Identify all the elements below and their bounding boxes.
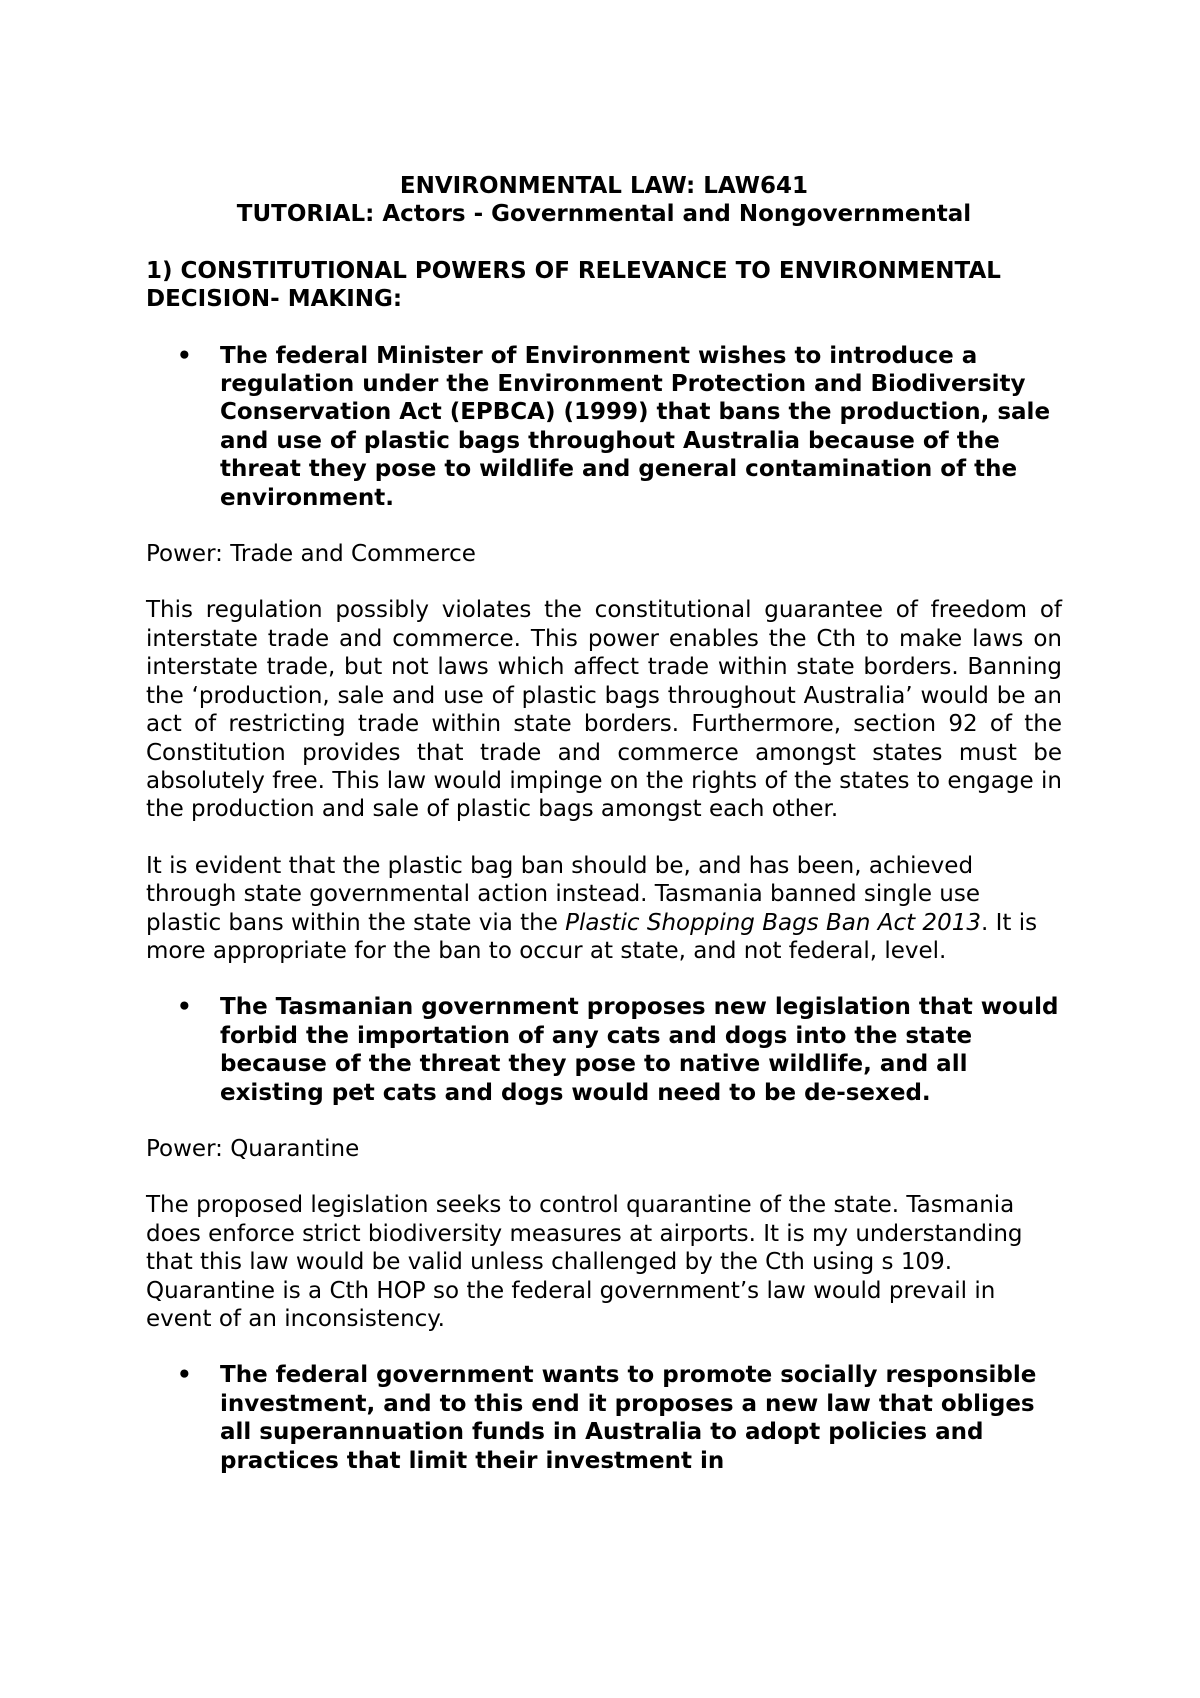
- tutorial-title: TUTORIAL: Actors - Governmental and Nongovernmental: [236, 201, 972, 228]
- bullet-icon: •: [177, 1362, 192, 1389]
- act-citation: Plastic Shopping Bags Ban Act 2013: [565, 909, 981, 936]
- power-label: Power: Quarantine: [146, 1135, 360, 1162]
- section-heading: 1) CONSTITUTIONAL POWERS OF RELEVANCE TO ENVIRONMENTAL DECISION- MAKING:: [146, 257, 1001, 313]
- scenario-text: The federal government wants to promote socially responsible investment, and to this end it proposes a new law that obliges all superannuation funds in Australia to adopt policies and practices that limit their investment in: [220, 1362, 1037, 1474]
- scenario-bullet-1: [146, 342, 1062, 512]
- power-label: Power: Trade and Commerce: [146, 541, 476, 568]
- paragraph-text: It is evident that the plastic bag ban should be, and has been, achieved through state governmental action instead. Tasmania banned single use plastic bans within the state via the: [146, 852, 981, 936]
- answer-paragraph: [146, 852, 1062, 966]
- bullet-icon: •: [177, 342, 192, 369]
- scenario-bullet-2: [146, 993, 1062, 1107]
- scenario-text: The Tasmanian government proposes new legislation that would forbid the importation of any cats and dogs into the state because of the threat they pose to native wildlife, and all existing pet cats and dogs would need to be de-sexed.: [220, 994, 1059, 1106]
- answer-paragraph: This regulation possibly violates the constitutional guarantee of freedom of interstate trade and commerce. This power enables the Cth to make laws on interstate trade, but not laws which affect trade within state borders. Banning the ‘production, sale and use of plastic bags throughout Australia’ would be an act of restricting trade within state borders. Furthermore, section 92 of the Constitution provides that trade and commerce amongst states must be absolutely free. This law would impinge on the rights of the states to engage in the production and sale of plastic bags amongst each other.: [146, 597, 1062, 823]
- document-title: [146, 172, 1062, 229]
- course-title: ENVIRONMENTAL LAW: LAW641: [399, 173, 809, 199]
- paragraph-text: . It is more appropriate for the ban to occur at state, and not federal, level.: [146, 909, 1038, 964]
- document-page: [146, 172, 1062, 1475]
- bullet-icon: •: [177, 994, 192, 1021]
- scenario-bullet-3: [146, 1361, 1062, 1475]
- scenario-text: The federal Minister of Environment wishes to introduce a regulation under the Environment Protection and Biodiversity Conservation Act (EPBCA) (1999) that bans the production, sale and use of plastic bags throughout Australia because of the threat they pose to wildlife and general contamination of the environment.: [220, 342, 1051, 511]
- answer-paragraph: The proposed legislation seeks to control quarantine of the state. Tasmania does enforce strict biodiversity measures at airports. It is my understanding that this law would be valid unless challenged by the Cth using s 109. Quarantine is a Cth HOP so the federal government’s law would prevail in event of an inconsistency.: [146, 1192, 1023, 1332]
